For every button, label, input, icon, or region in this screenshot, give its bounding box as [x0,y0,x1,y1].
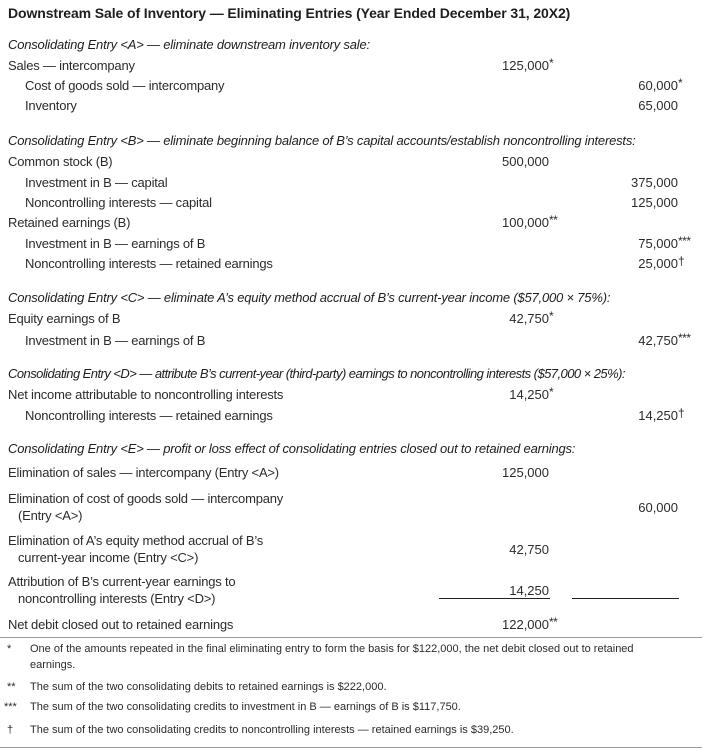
credit-value: 75,000 [638,236,678,251]
footnote-mark: † [7,724,14,736]
account-name: Elimination of sales — intercompany (Entry <A>) [8,465,279,480]
debit-value: 100,000 [502,215,549,230]
journal-line [0,254,708,274]
account-name-line-2: current-year income (Entry <C>) [18,550,199,565]
credit-value: 375,000 [631,175,678,190]
footnote [0,641,708,673]
credit-amount [631,193,678,213]
journal-line [0,76,708,96]
footnote-mark: † [678,254,685,268]
footnote-mark: ** [7,681,16,693]
footnotes-bottom-divider [0,747,702,748]
journal-line [0,331,708,351]
journal-line [0,463,708,483]
credit-value: 60,000 [638,78,678,93]
account-name: Net income attributable to noncontrolling interests [8,387,284,402]
footnote-text: The sum of the two consolidating credits to investment in B — earnings of B is $117,750. [30,701,461,713]
account-name: Common stock (B) [8,154,113,169]
credit-amount [638,76,683,96]
entry-heading-text: Consolidating Entry <D> — attribute B’s current-year (third-party) earnings to noncontrolling interests ($57,000 × 25%): [8,366,625,381]
account-name: Retained earnings (B) [8,215,131,230]
account-name: Sales — intercompany [8,58,135,73]
debit-value: 14,250 [509,387,549,402]
entry-heading-text: Consolidating Entry <E> — profit or loss effect of consolidating entries closed out to retained earnings: [8,441,576,456]
credit-amount [638,331,691,351]
footnote [0,699,708,715]
journal-line [0,56,708,76]
debit-amount [502,463,549,483]
footnote-mark: ** [549,615,558,629]
journal-line [0,532,708,568]
footnote-mark: * [549,385,554,399]
journal-line [0,173,708,193]
debit-total-underline [439,598,550,599]
footnote-mark: *** [4,701,17,713]
debit-value: 500,000 [502,154,549,169]
credit-total-underline [572,598,679,599]
debit-amount [502,615,558,635]
journal-line [0,490,708,526]
credit-value: 42,750 [638,333,678,348]
document-title: Downstream Sale of Inventory — Eliminating Entries (Year Ended December 31, 20X2) [8,5,571,21]
account-name: Cost of goods sold — intercompany [25,78,225,93]
account-name: Noncontrolling interests — retained earnings [25,408,273,423]
footnote [0,722,708,738]
account-name: Investment in B — earnings of B [25,236,206,251]
footnote-mark: ** [549,213,558,227]
account-name [8,532,338,566]
debit-amount [502,152,549,172]
debit-value: 122,000 [502,617,549,632]
account-name-line-2: (Entry <A>) [18,508,83,523]
account-name: Net debit closed out to retained earnings [8,617,234,632]
credit-value: 125,000 [631,195,678,210]
entry-heading-text: Consolidating Entry <A> — eliminate downstream inventory sale: [8,37,370,52]
journal-line [0,213,708,233]
debit-value: 42,750 [509,311,549,326]
credit-value: 14,250 [638,408,678,423]
entry-heading-text: Consolidating Entry <C> — eliminate A’s equity method accrual of B’s current-year income ($57,000 × 75%): [8,290,611,305]
account-name: Noncontrolling interests — capital [25,195,212,210]
journal-line-total [0,615,708,635]
footnote [0,679,708,695]
footnote-mark: *** [678,331,691,345]
credit-amount [638,254,685,274]
journal-line [0,96,708,116]
credit-amount [638,498,678,518]
entry-e-heading [0,439,708,459]
debit-amount [509,385,554,405]
debit-amount [502,56,554,76]
entry-d-heading [0,364,708,384]
account-name: Noncontrolling interests — retained earnings [25,256,273,271]
debit-amount [509,540,549,560]
credit-amount [638,234,691,254]
credit-value: 60,000 [638,500,678,515]
journal-line [0,152,708,172]
journal-line [0,406,708,426]
footnote-text: The sum of the two consolidating credits to noncontrolling interests — retained earnings is $39,250. [30,724,514,736]
debit-amount [509,309,554,329]
debit-value: 42,750 [509,542,549,557]
entry-b-heading [0,131,708,151]
debit-value: 125,000 [502,465,549,480]
entry-heading-text: Consolidating Entry <B> — eliminate beginning balance of B’s capital accounts/establish noncontrolling interests: [8,133,636,148]
journal-line [0,309,708,329]
account-name-line-1: Attribution of B’s current-year earnings to [8,574,236,589]
account-name: Equity earnings of B [8,311,121,326]
credit-value: 65,000 [638,98,678,113]
footnote-text: One of the amounts repeated in the final eliminating entry to form the basis for $122,000, the net debit closed out to retained earnings. [30,643,634,671]
entry-a-heading [0,35,708,55]
credit-amount [638,96,678,116]
account-name-line-2: noncontrolling interests (Entry <D>) [18,591,216,606]
debit-amount [502,213,558,233]
journal-line [0,193,708,213]
footnote-mark: * [7,643,12,655]
account-name: Inventory [25,98,77,113]
entry-c-heading [0,288,708,308]
credit-amount [631,173,678,193]
journal-line [0,234,708,254]
footnote-mark: * [678,76,683,90]
footnote-mark: * [549,56,554,70]
account-name-line-1: Elimination of A’s equity method accrual of B’s [8,533,264,548]
account-name: Investment in B — earnings of B [25,333,206,348]
footnote-mark: * [549,309,554,323]
account-name-line-1: Elimination of cost of goods sold — intercompany [8,491,284,506]
credit-amount [638,406,685,426]
debit-value: 14,250 [509,583,549,598]
journal-line [0,573,708,609]
account-name: Investment in B — capital [25,175,168,190]
footnotes-top-divider [0,637,702,638]
credit-value: 25,000 [638,256,678,271]
debit-value: 125,000 [502,58,549,73]
journal-line [0,385,708,405]
account-name [8,490,338,524]
footnote-text: The sum of the two consolidating debits to retained earnings is $222,000. [30,681,387,693]
account-name [8,573,338,607]
footnote-mark: † [678,406,685,420]
footnote-mark: *** [678,234,691,248]
